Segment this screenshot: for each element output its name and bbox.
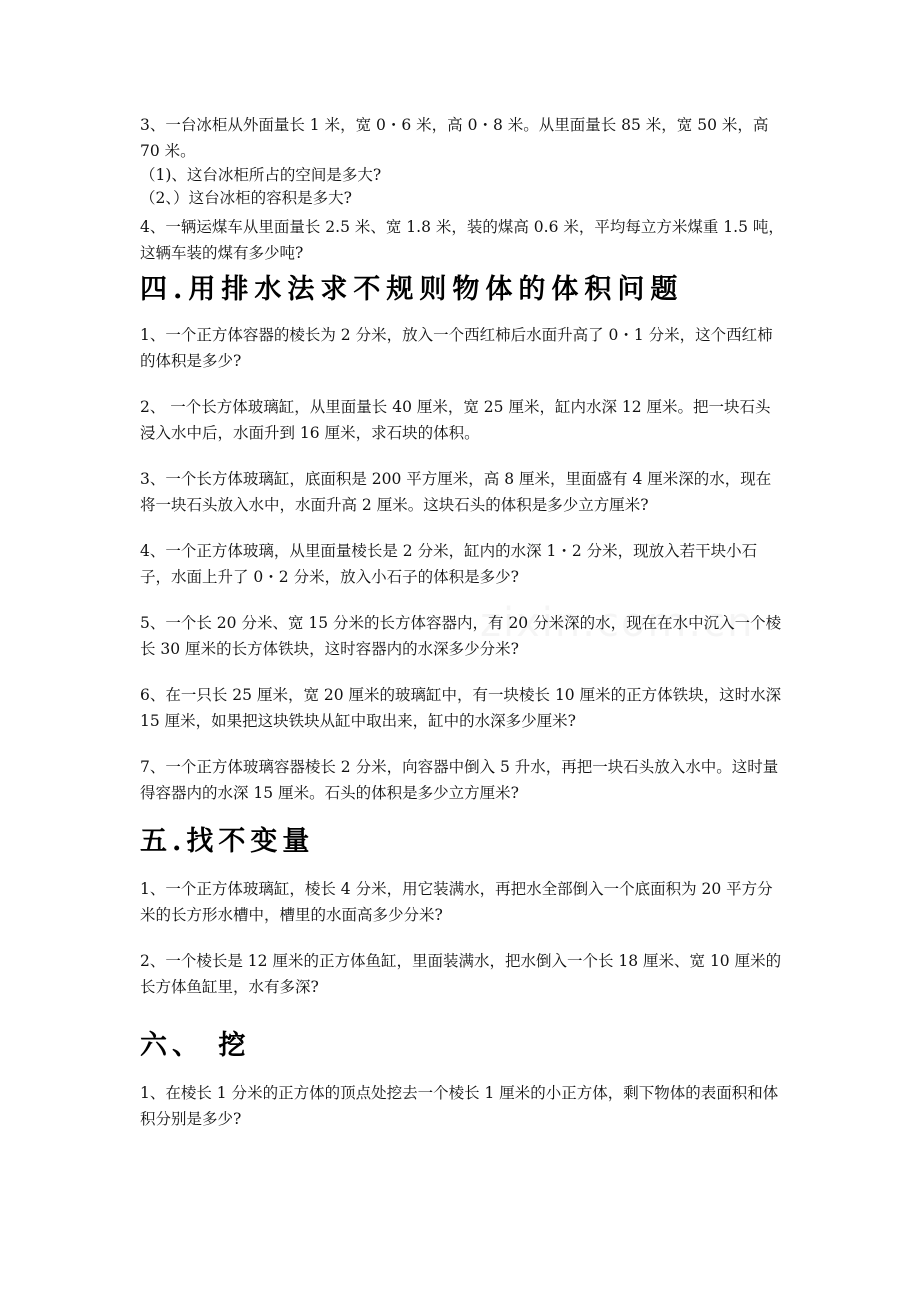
invariant-problem-2: 2、一个棱长是 12 厘米的正方体鱼缸，里面装满水，把水倒入一个长 18 厘米、宽 10 厘米的长方体鱼缸里，水有多深? xyxy=(140,952,782,996)
carving-problem-1: 1、在棱长 1 分米的正方体的顶点处挖去一个棱长 1 厘米的小正方体，剩下物体的表面积和体积分别是多少? xyxy=(140,1084,779,1128)
document-page xyxy=(140,112,785,1132)
displacement-problem-3: 3、一个长方体玻璃缸，底面积是 200 平方厘米，高 8 厘米，里面盛有 4 厘米深的水，现在将一块石头放入水中，水面升高 2 厘米。这块石头的体积是多少立方厘米? xyxy=(140,470,772,514)
displacement-problem-1: 1、一个正方体容器的棱长为 2 分米，放入一个西红柿后水面升高了 0・1 分米，这个西红柿的体积是多少? xyxy=(140,326,773,370)
displacement-problem-2: 2、 一个长方体玻璃缸，从里面量长 40 厘米，宽 25 厘米，缸内水深 12 厘米。把一块石头浸入水中后，水面升到 16 厘米，求石块的体积。 xyxy=(140,398,771,442)
displacement-problem-7: 7、一个正方体玻璃容器棱长 2 分米，向容器中倒入 5 升水，再把一块石头放入水中。这时量得容器内的水深 15 厘米。石头的体积是多少立方厘米? xyxy=(140,758,779,802)
displacement-problem-6: 6、在一只长 25 厘米，宽 20 厘米的玻璃缸中，有一块棱长 10 厘米的正方体铁块，这时水深 15 厘米，如果把这块铁块从缸中取出来，缸中的水深多少厘米? xyxy=(140,686,782,730)
displacement-problem-4: 4、一个正方体玻璃，从里面量棱长是 2 分米，缸内的水深 1・2 分米，现放入若干块小石子，水面上升了 0・2 分米，放入小石子的体积是多少? xyxy=(140,542,758,586)
problem-4: 4、一辆运煤车从里面量长 2.5 米、宽 1.8 米，装的煤高 0.6 米，平均每立方米煤重 1.5 吨，这辆车装的煤有多少吨? xyxy=(140,218,784,262)
problem-3-part-2: （2、）这台冰柜的容积是多大? xyxy=(140,189,352,207)
invariant-problem-1: 1、一个正方体玻璃缸，棱长 4 分米，用它装满水，再把水全部倒入一个底面积为 20 平方分米的长方形水槽中，槽里的水面高多少分米? xyxy=(140,880,773,924)
problem-3: 3、一台冰柜从外面量长 1 米，宽 0・6 米，高 0・8 米。从里面量长 85 米，宽 50 米，高 70 米。 xyxy=(140,116,769,160)
section-4-heading: 四.用排水法求不规则物体的体积问题 xyxy=(140,274,684,305)
section-6-heading: 六、 挖 xyxy=(140,1030,251,1061)
section-5-heading: 五.找不变量 xyxy=(140,826,315,857)
displacement-problem-5: 5、一个长 20 分米、宽 15 分米的长方体容器内，有 20 分米深的水，现在在水中沉入一个棱长 30 厘米的长方体铁块，这时容器内的水深多少分米? xyxy=(140,614,782,658)
problem-3-part-1: （1)、这台冰柜所占的空间是多大? xyxy=(140,166,382,184)
